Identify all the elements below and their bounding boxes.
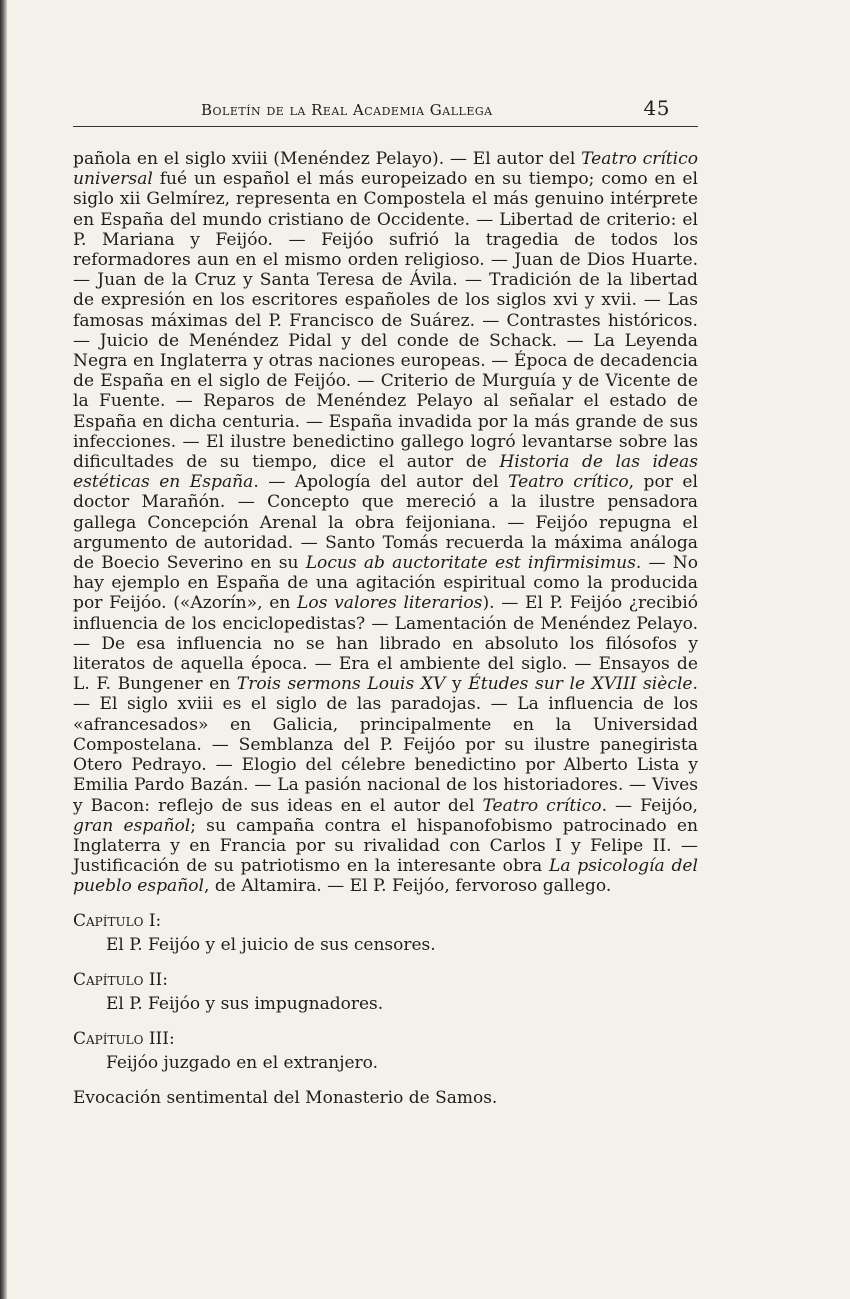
text-run: , de Altamira. — El P. Feijóo, fervoroso gallego.: [204, 876, 612, 897]
italic-title: gran español: [73, 815, 191, 836]
chapter-label: Capítulo III:: [73, 1028, 175, 1049]
italic-title: Trois sermons Louis XV: [236, 674, 446, 695]
text-run: fué un español el más europeizado en su tiempo; como en el siglo xii Gelmírez, representa en Compostela el más genuino intérprete en España del mundo cristiano de Occidente. — Libertad de criterio: el P. Mariana y Feijóo. — Feijóo sufrió la tragedia de todos los reformadores aun en el mismo orden religioso. — Juan de Dios Huarte. — Juan de la Cruz y Santa Teresa de Ávila. — Tradición de la libertad de expresión en los escritores españoles de los siglos xvi y xvii. — Las famosas máximas del P. Francisco de Suárez. — Contrastes históricos. — Juicio de Menéndez Pidal y del conde de Schack. — La Leyenda Negra en Inglaterra y otras naciones europeas. — Época de decadencia de España en el siglo de Feijóo. — Criterio de Murguía y de Vicente de la Fuente. — Reparos de Menéndez Pelayo al señalar el estado de España en dicha centuria. — España invadida por la más grande de sus infecciones. — El ilustre benedictino gallego logró levantarse sobre las dificultades de su tiempo, dice el autor de: [73, 169, 698, 473]
chapter-entry: [73, 968, 698, 1016]
chapter-title: El P. Feijóo y el juicio de sus censores.: [106, 934, 436, 955]
italic-title: Teatro crítico: [508, 472, 629, 493]
chapter-entry: [73, 909, 698, 957]
text-run: . — No hay ejemplo en España de una agitación espiritual como la producida por Feijóo. («Azorín», en: [73, 553, 698, 614]
italic-title: Teatro crítico universal: [73, 149, 698, 190]
italic-title: Teatro crítico: [482, 795, 602, 816]
chapter-label: Capítulo I:: [73, 910, 162, 931]
text-run: ). — El P. Feijóo ¿recibió influencia de los enciclopedistas? — Lamentación de Menéndez Pelayo. — De esa influencia no se han librado en absoluto los filósofos y literatos de aquella época. — Era el ambiente del siglo. — Ensayos de L. F. Bungener en: [73, 593, 698, 695]
text-run: ; su campaña contra el hispanofobismo patrocinado en Inglaterra y en Francia por su rivalidad con Carlos I y Felipe II. — Justificación de su patriotismo en la interesante obra: [73, 815, 698, 877]
page-number: 45: [643, 96, 670, 120]
page-binding-edge: [0, 0, 7, 1299]
text-run: . — El siglo xviii es el siglo de las paradojas. — La influencia de los «afrancesados» en Galicia, principalmente en la Universidad Compostelana. — Semblanza del P. Feijóo por su ilustre panegirista Otero Pedrayo. — Elogio del célebre benedictino por Alberto Lista y Emilia Pardo Bazán. — La pasión nacional de los historiadores. — Vives y Bacon: reflejo de sus ideas en el autor del: [73, 674, 698, 816]
text-run: , por el doctor Marañón. — Concepto que mereció a la ilustre pensadora gallega Concepción Arenal la obra feijoniana. — Feijóo repugna el argumento de autoridad. — Santo Tomás recuerda la máxima análoga de Boecio Severino en su: [73, 472, 698, 574]
italic-title: Los valores literarios: [297, 593, 483, 614]
italic-title: Locus ab auctoritate est infirmisimus: [305, 553, 636, 574]
chapter-entry: [73, 1027, 698, 1075]
summary-paragraph: [73, 149, 698, 897]
chapter-title: Feijóo juzgado en el extranjero.: [106, 1052, 379, 1073]
italic-title: Historia de las ideas estéticas en España: [73, 452, 698, 493]
page-header: [73, 96, 698, 127]
text-run: y: [445, 674, 469, 695]
italic-title: La psicología del pueblo español: [73, 856, 698, 897]
text-run: . — Apología del autor del: [253, 472, 509, 493]
text-run: pañola en el siglo xviii (Menéndez Pelayo). — El autor del: [73, 149, 582, 169]
closing-line: Evocación sentimental del Monasterio de Samos.: [73, 1087, 498, 1108]
text-run: . — Feijóo,: [601, 795, 698, 816]
chapter-label: Capítulo II:: [73, 969, 168, 990]
chapter-title: El P. Feijóo y sus impugnadores.: [106, 993, 384, 1014]
running-title: Boletín de la Real Academia Gallega: [201, 101, 493, 119]
italic-title: Études sur le XVIII siècle: [468, 674, 693, 695]
chapter-list: [73, 909, 698, 1075]
book-page: [73, 96, 698, 1110]
